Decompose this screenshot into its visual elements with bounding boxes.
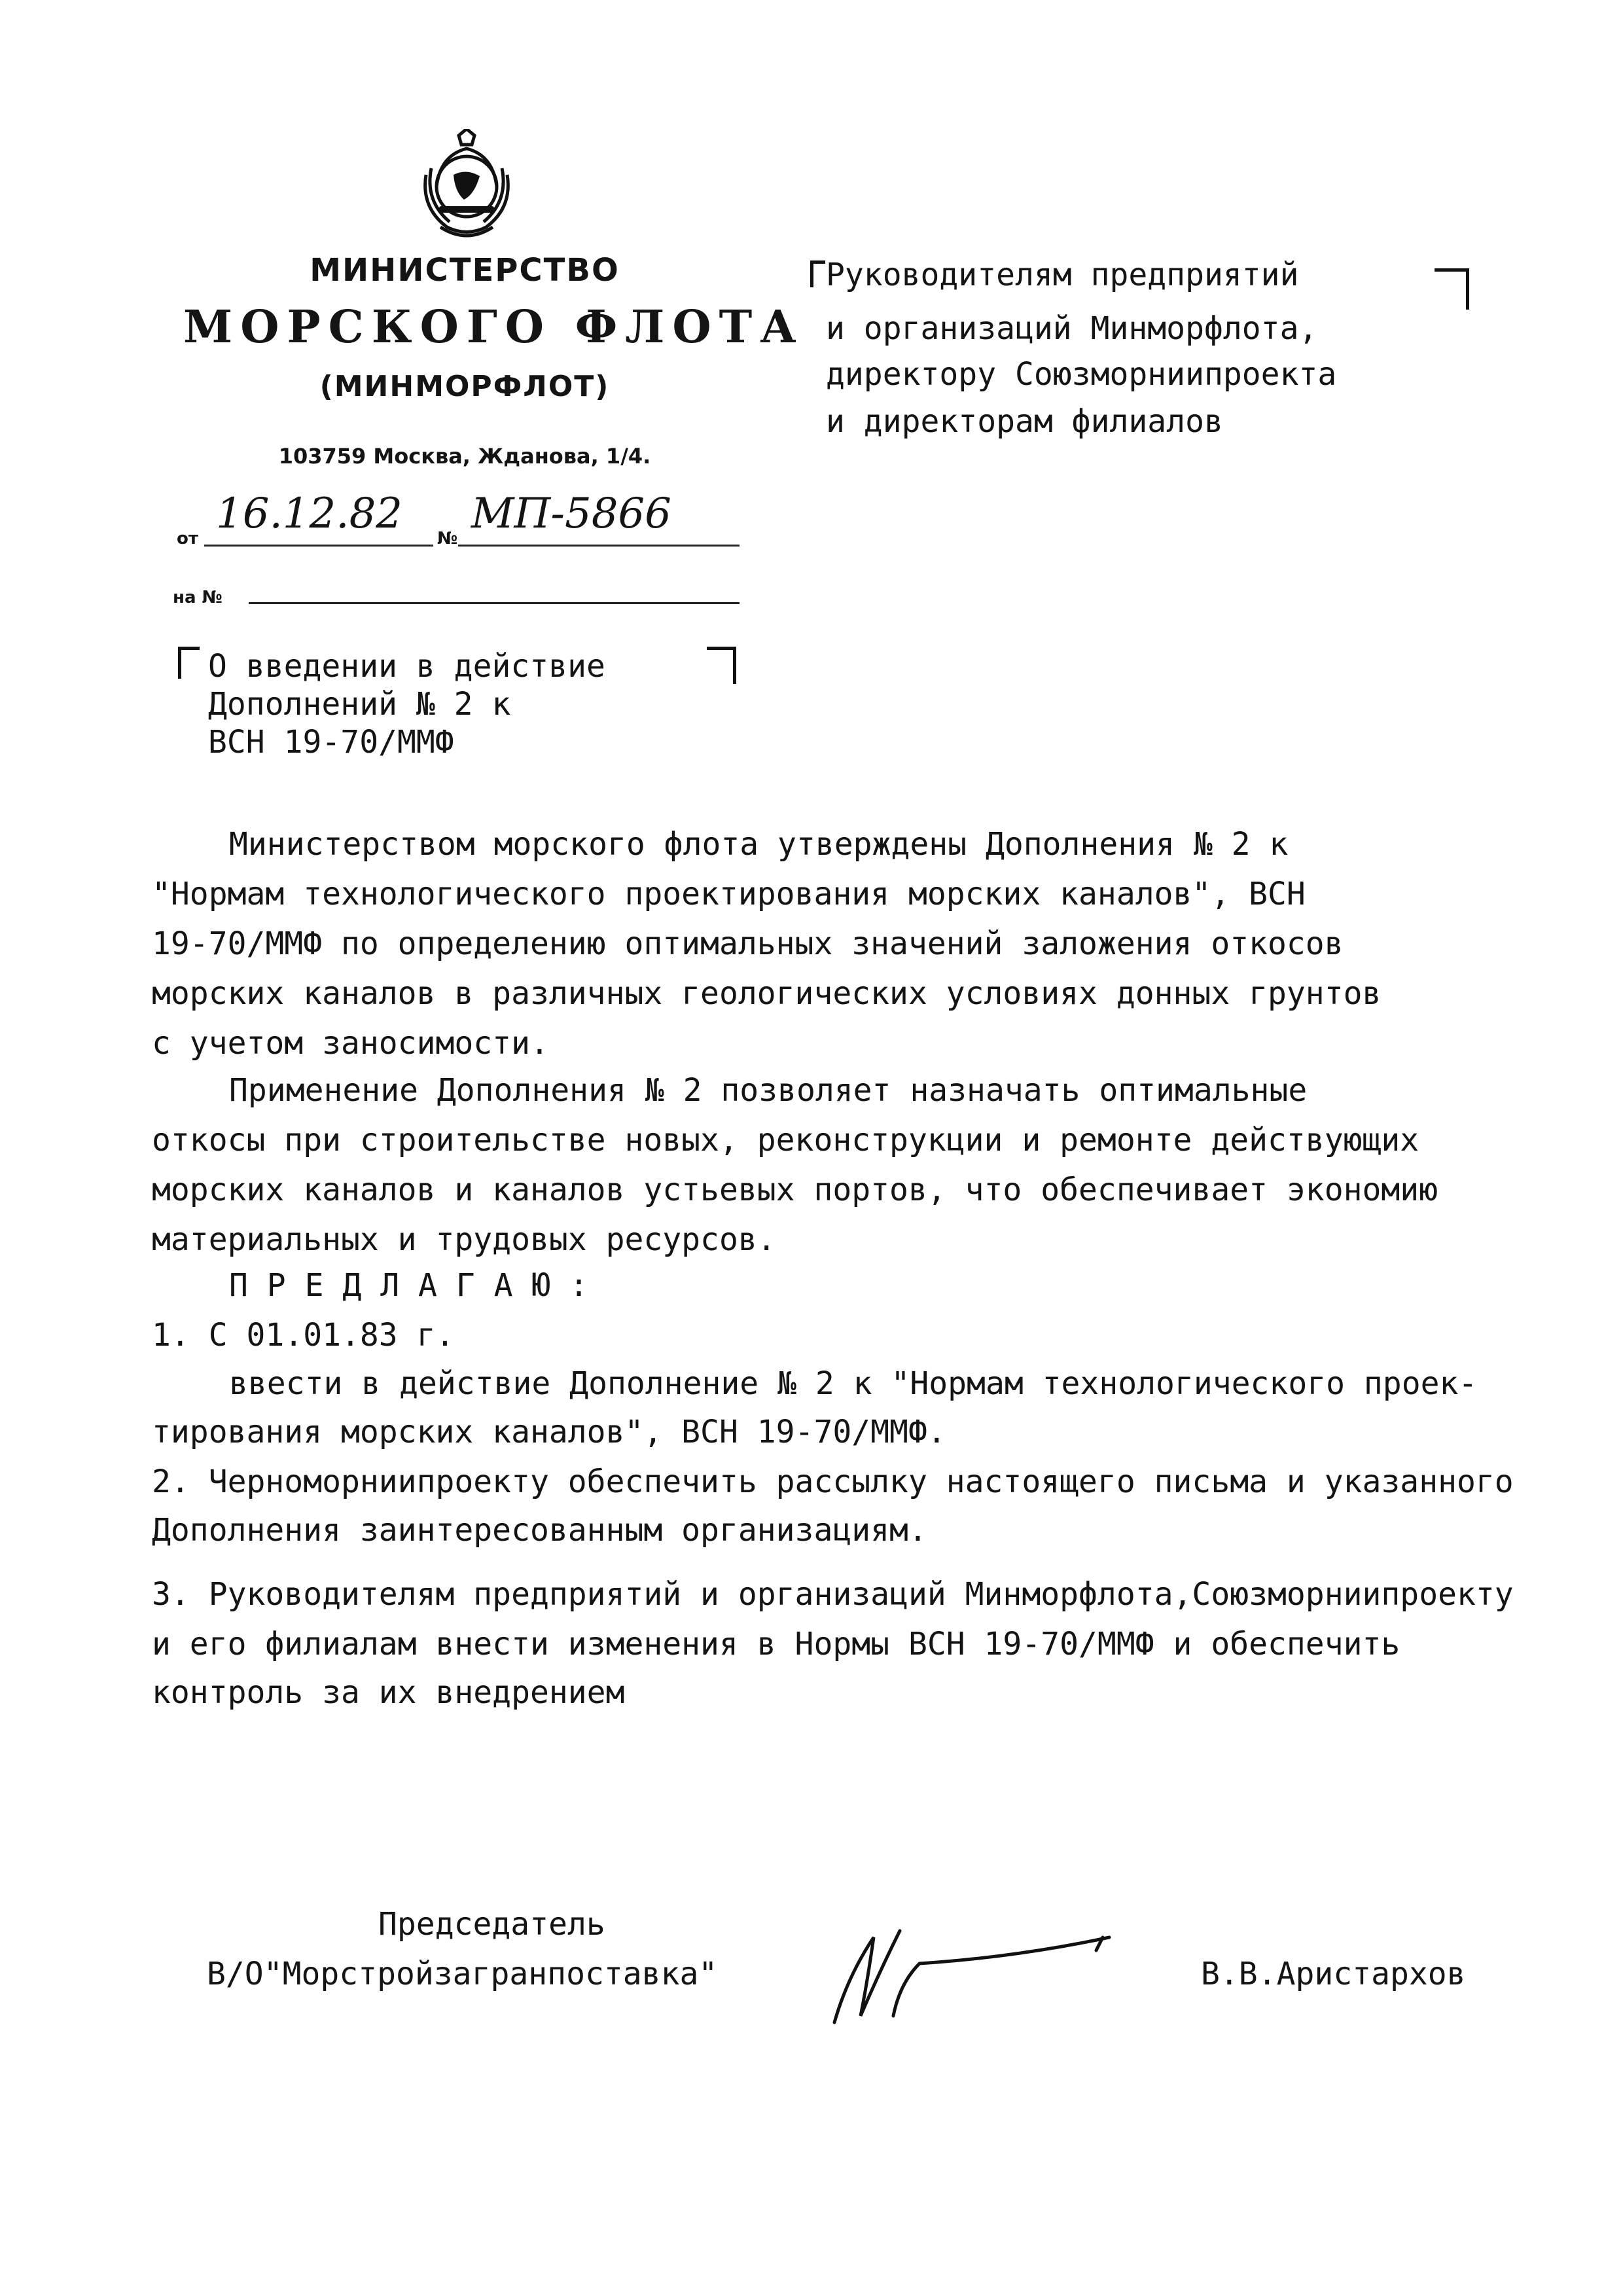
propose-heading: П Р Е Д Л А Г А Ю : xyxy=(229,1267,589,1304)
item-1-line: тирования морских каналов", ВСН 19-70/ММФ. xyxy=(152,1414,946,1450)
body-paragraph-1-line: морских каналов в различных геологических условиях донных грунтов xyxy=(152,975,1382,1012)
signatory-organization: В/О"Морстройзагранпоставка" xyxy=(207,1956,718,1992)
signatory-title: Председатель xyxy=(378,1906,605,1943)
addressee-line: и директорам филиалов xyxy=(826,403,1223,440)
body-paragraph-2-line: морских каналов и каналов устьевых портов, что обеспечивает экономию xyxy=(152,1172,1438,1208)
addressee-line: и организаций Минморфлота, xyxy=(826,310,1318,347)
subject-corner-left xyxy=(178,647,200,679)
subject-line: ВСН 19-70/ММФ xyxy=(208,724,454,761)
reply-underline xyxy=(249,602,740,604)
body-paragraph-1-line: 19-70/ММФ по определению оптимальных значений заложения откосов xyxy=(152,925,1344,962)
handwritten-signature xyxy=(821,1918,1162,2029)
state-emblem-icon xyxy=(401,129,532,247)
date-value: 16.12.82 xyxy=(216,490,402,538)
item-2-line: 2. Черноморниипроекту обеспечить рассылку настоящего письма и указанного xyxy=(152,1463,1514,1500)
item-3-line: контроль за их внедрением xyxy=(152,1674,625,1711)
body-paragraph-1-line: "Нормам технологического проектирования морских каналов", ВСН xyxy=(152,876,1306,912)
addressee-line: Руководителям предприятий xyxy=(826,257,1299,293)
ministry-address: 103759 Москва, Жданова, 1/4. xyxy=(278,444,651,469)
ministry-line-2: МОРСКОГО ФЛОТА xyxy=(183,301,804,353)
body-paragraph-1-line: с учетом заносимости. xyxy=(152,1025,549,1062)
addressee-line: директору Союзморниипроекта xyxy=(826,356,1337,393)
date-underline xyxy=(204,545,433,547)
item-2-line: Дополнения заинтересованным организациям. xyxy=(152,1512,927,1549)
number-underline xyxy=(458,545,740,547)
signatory-name: В.В.Аристархов xyxy=(1201,1956,1466,1992)
item-3-line: и его филиалам внести изменения в Нормы ВСН 19-70/ММФ и обеспечить xyxy=(152,1626,1400,1662)
body-paragraph-2-line: Применение Дополнения № 2 позволяет назначать оптимальные xyxy=(229,1072,1308,1109)
item-3-line: 3. Руководителям предприятий и организаций Минморфлота,Союзморниипроекту xyxy=(152,1576,1514,1613)
ministry-line-1: МИНИСТЕРСТВО xyxy=(310,252,620,289)
body-paragraph-2-line: материальных и трудовых ресурсов. xyxy=(152,1221,776,1258)
subject-corner-right xyxy=(707,647,736,684)
number-value: МП-5866 xyxy=(471,490,671,538)
subject-line: Дополнений № 2 к xyxy=(208,686,511,723)
subject-line: О введении в действие xyxy=(208,648,605,685)
reply-label: на № xyxy=(173,588,223,607)
number-label: № xyxy=(437,529,458,548)
item-1-line: ввести в действие Дополнение № 2 к "Нормам технологического проек- xyxy=(229,1365,1478,1402)
body-paragraph-1-line: Министерством морского флота утверждены Дополнения № 2 к xyxy=(229,826,1289,863)
date-label: от xyxy=(177,529,198,548)
item-1-line: 1. С 01.01.83 г. xyxy=(152,1317,455,1354)
body-paragraph-2-line: откосы при строительстве новых, реконструкции и ремонте действующих xyxy=(152,1122,1419,1158)
addressee-corner-left xyxy=(810,260,825,287)
ministry-abbreviation: (МИНМОРФЛОТ) xyxy=(319,370,610,403)
addressee-corner-right xyxy=(1435,268,1469,310)
